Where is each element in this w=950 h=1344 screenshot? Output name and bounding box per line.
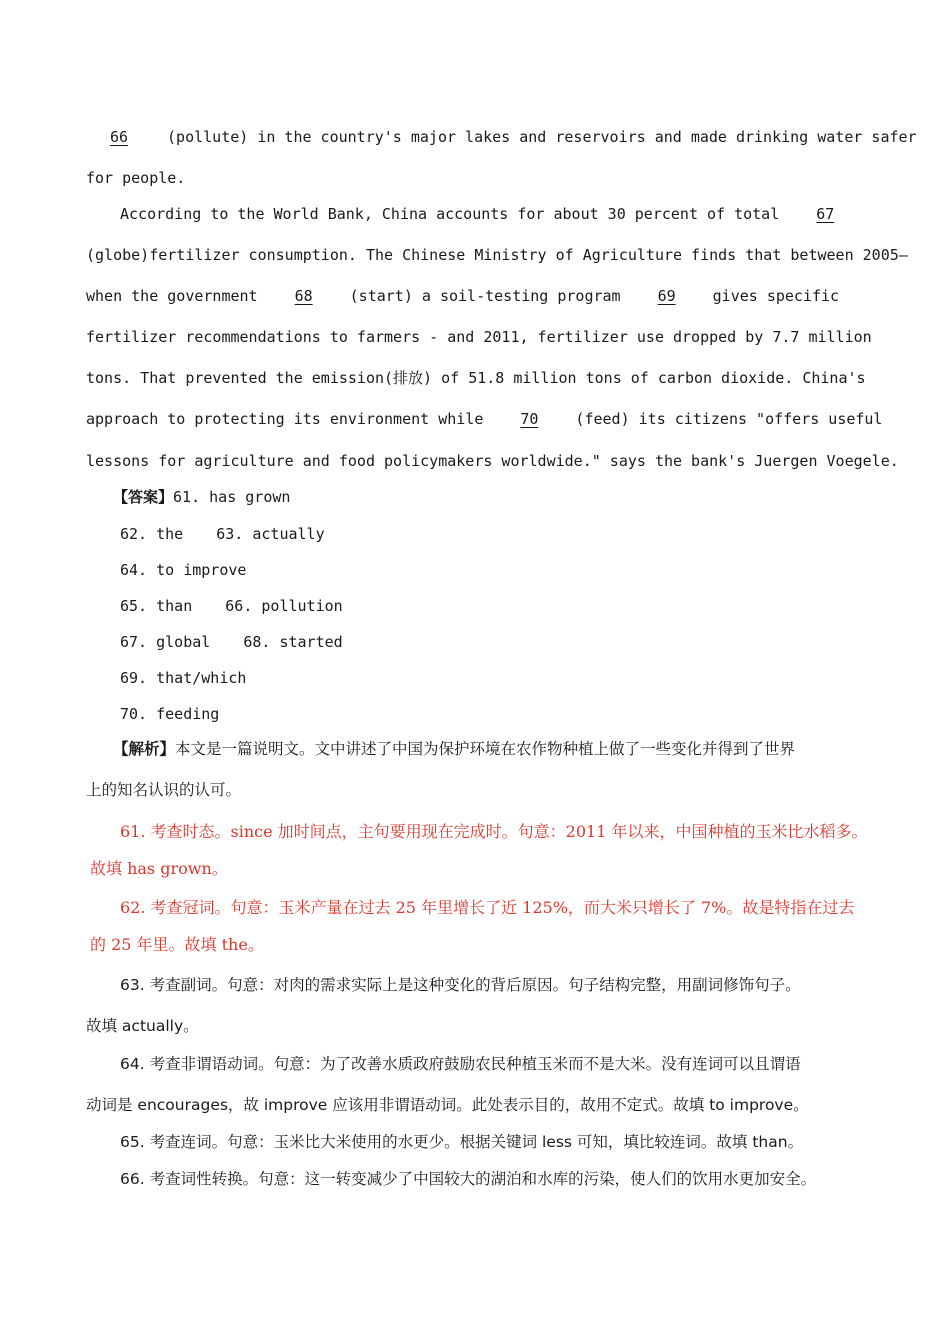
passage-line-2: for people. xyxy=(86,169,186,187)
answer-line-65-66 xyxy=(120,596,343,616)
answer-64: 64. to improve xyxy=(120,561,247,579)
answer-69: 69. that/which xyxy=(120,669,247,687)
analysis-intro-line-2: 上的知名认识的认可。 xyxy=(86,781,242,799)
blank-66: 66 xyxy=(109,128,129,146)
answer-66: 66. pollution xyxy=(225,597,343,615)
explanation-62-line-2: 的 25 年里。故填 the。 xyxy=(90,935,264,954)
answer-61: 61. has grown xyxy=(173,488,291,506)
blank-69: 69 xyxy=(657,287,676,305)
answer-line-67-68 xyxy=(120,632,343,652)
analysis-intro-line-1 xyxy=(113,739,795,759)
explanation-64-line-2: 动词是 encourages，故 improve 应该用非谓语动词。此处表示目的，故用不定式。故填 to improve。 xyxy=(86,1096,809,1114)
passage-line-6: fertilizer recommendations to farmers - and 2011, fertilizer use dropped by 7.7 million xyxy=(86,328,872,346)
blank-67: 67 xyxy=(816,205,835,223)
explanation-63-line-2: 故填 actually。 xyxy=(86,1017,199,1035)
explanation-64-line-1: 64. 考查非谓语动词。句意：为了改善水质政府鼓励农民种植玉米而不是大米。没有连词可以且谓语 xyxy=(120,1055,801,1073)
answer-67: 67. global xyxy=(120,633,211,651)
blank-70: 70 xyxy=(520,410,539,428)
blank-68: 68 xyxy=(294,287,313,305)
explanation-66: 66. 考查词性转换。句意：这一转变减少了中国较大的湖泊和水库的污染，使人们的饮用水更加安全。 xyxy=(120,1170,817,1188)
passage-text: approach to protecting its environment while xyxy=(86,410,484,428)
explanation-63-line-1: 63. 考查副词。句意：对肉的需求实际上是这种变化的背后原因。句子结构完整，用副词修饰句子。 xyxy=(120,976,801,994)
answer-line-61 xyxy=(113,487,290,507)
passage-line-7: tons. That prevented the emission(排放) of 51.8 million tons of carbon dioxide. China's xyxy=(86,369,866,387)
passage-line-4: (globe)fertilizer consumption. The Chinese Ministry of Agriculture finds that between 2005— xyxy=(86,246,908,264)
passage-text: when the government xyxy=(86,287,258,305)
passage-line-1 xyxy=(86,127,917,147)
passage-text: (feed) its citizens "offers useful xyxy=(575,410,883,428)
explanation-65: 65. 考查连词。句意：玉米比大米使用的水更少。根据关键词 less 可知，填比较连词。故填 than。 xyxy=(120,1133,804,1151)
passage-line-9: lessons for agriculture and food policymakers worldwide." says the bank's Juergen Voegele. xyxy=(86,452,899,470)
passage-line-8 xyxy=(86,409,882,429)
passage-text: (start) a soil-testing program xyxy=(349,287,621,305)
answer-68: 68. started xyxy=(243,633,343,651)
passage-text: (pollute) in the country's major lakes and reservoirs and made drinking water safer xyxy=(167,128,917,146)
answer-65: 65. than xyxy=(120,597,193,615)
answer-label: 【答案】 xyxy=(113,488,174,506)
passage-text: According to the World Bank, China accounts for about 30 percent of total xyxy=(120,205,780,223)
explanation-62-line-1: 62. 考查冠词。句意：玉米产量在过去 25 年里增长了近 125%，而大米只增长了 7%。故是特指在过去 xyxy=(120,898,855,917)
analysis-label: 【解析】 xyxy=(113,740,176,758)
answer-62: 62. the xyxy=(120,525,184,543)
analysis-intro: 本文是一篇说明文。文中讲述了中国为保护环境在农作物种植上做了一些变化并得到了世界 xyxy=(175,740,796,758)
answer-line-62-63 xyxy=(120,524,325,544)
answer-70: 70. feeding xyxy=(120,705,220,723)
explanation-61-line-1: 61. 考查时态。since 加时间点，主句要用现在完成时。句意：2011 年以来，中国种植的玉米比水稻多。 xyxy=(120,822,868,841)
passage-text: gives specific xyxy=(712,287,840,305)
passage-line-5 xyxy=(86,286,839,306)
explanation-61-line-2: 故填 has grown。 xyxy=(90,859,228,878)
answer-63: 63. actually xyxy=(216,525,325,543)
passage-line-3 xyxy=(120,204,858,224)
